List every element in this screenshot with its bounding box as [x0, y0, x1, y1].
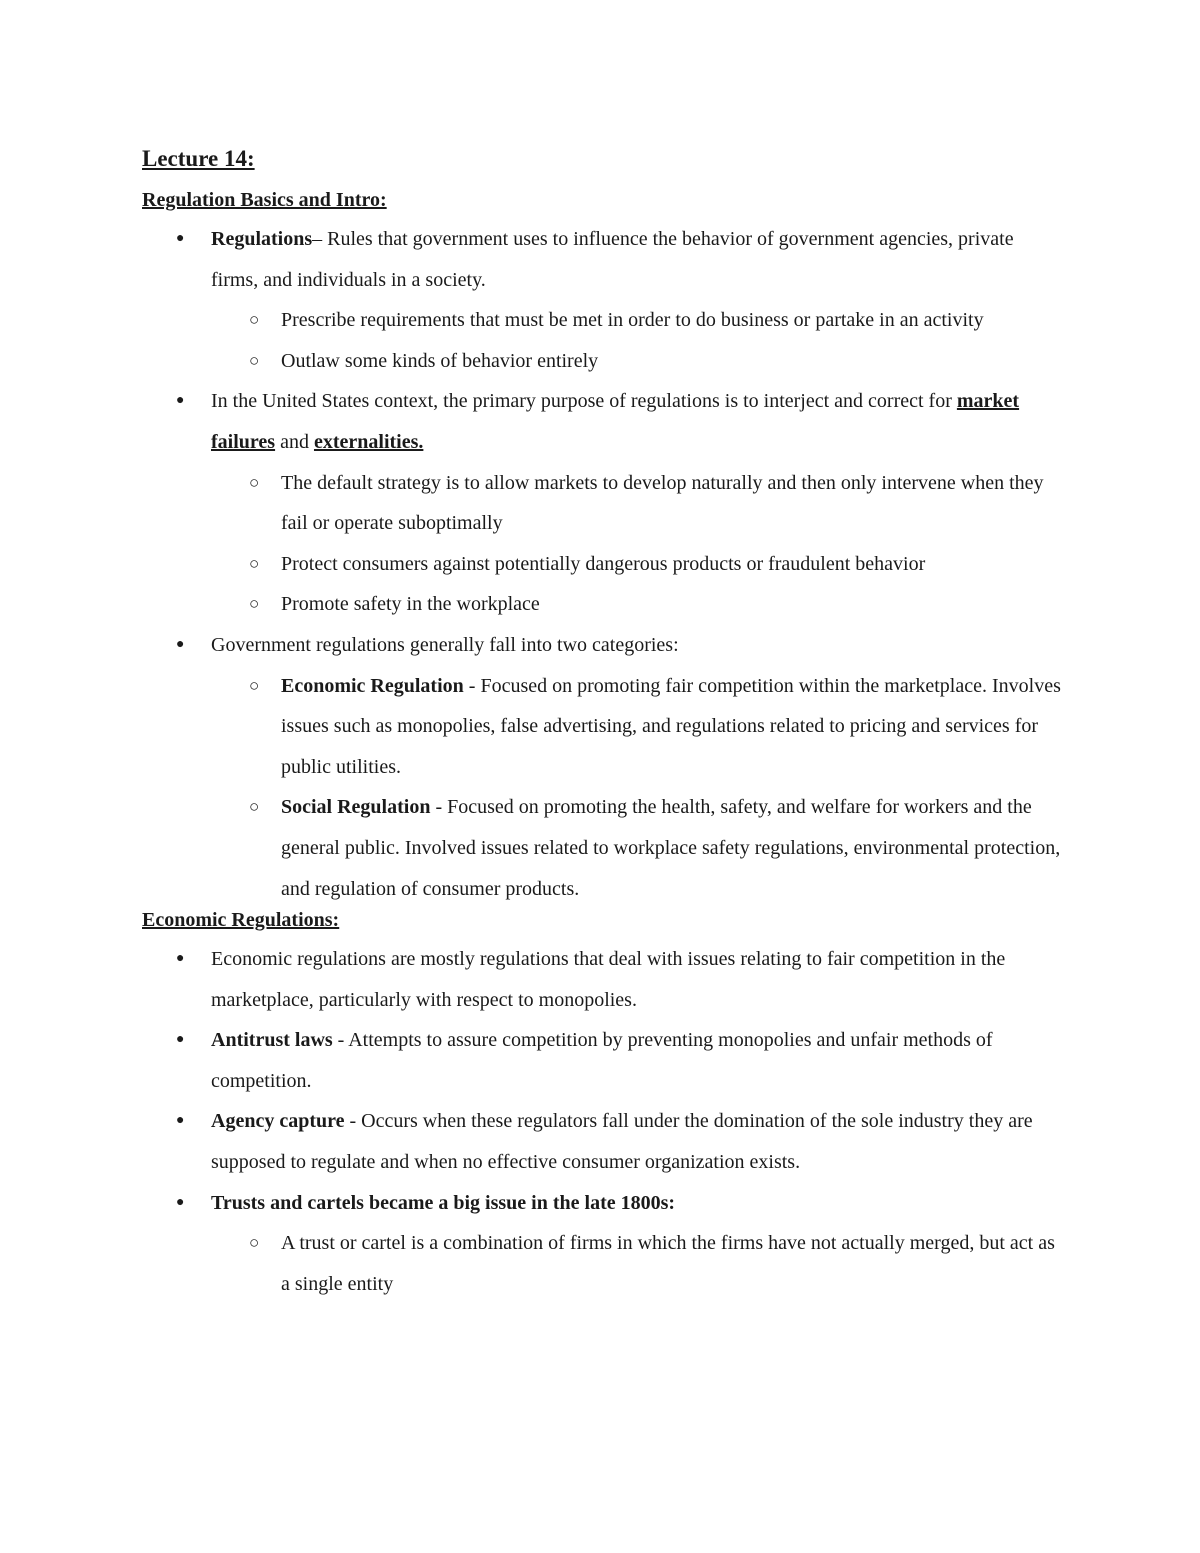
- section-heading: Economic Regulations:: [142, 909, 340, 932]
- item-text: - Focused on promoting fair competition within the marketplace. Involves issues such as monopolies, false advertising, and regulations related to pricing and services for public utilities.: [281, 674, 1061, 778]
- sub-list-item: [211, 1223, 1062, 1304]
- bullet-list: [142, 939, 1062, 1304]
- sub-list-item: [211, 341, 1062, 382]
- list-item: [142, 939, 1062, 1020]
- key-term-externalities: externalities.: [313, 430, 424, 453]
- item-text: Economic regulations are mostly regulations that deal with issues relating to fair competition in the marketplace, particularly with respect to monopolies.: [211, 948, 1006, 1011]
- list-item: [142, 1183, 1062, 1305]
- sub-list-item: [211, 463, 1062, 544]
- circle-bullet-icon: ○: [249, 472, 260, 492]
- item-text: The default strategy is to allow markets to develop naturally and then only intervene when they fail or operate suboptimally: [281, 471, 1044, 535]
- list-item: [142, 219, 1062, 381]
- circle-bullet-icon: ○: [249, 594, 260, 614]
- circle-bullet-icon: ○: [249, 553, 260, 573]
- bullet-icon: ●: [176, 1194, 185, 1210]
- item-text: - Attempts to assure competition by preventing monopolies and unfair methods of competition.: [211, 1029, 993, 1092]
- term: Economic Regulation: [281, 674, 464, 697]
- bullet-icon: ●: [176, 951, 185, 967]
- list-item: [142, 1101, 1062, 1182]
- term: Antitrust laws: [211, 1029, 333, 1052]
- item-text: Protect consumers against potentially dangerous products or fraudulent behavior: [281, 552, 926, 575]
- item-text: Outlaw some kinds of behavior entirely: [281, 349, 599, 372]
- sub-list: [142, 1223, 1062, 1304]
- section-heading: Regulation Basics and Intro:: [142, 189, 387, 211]
- circle-bullet-icon: ○: [249, 675, 260, 695]
- sub-list-item: [211, 544, 1062, 585]
- sub-list-item: [211, 666, 1062, 788]
- circle-bullet-icon: ○: [249, 1233, 260, 1253]
- bullet-list: [142, 219, 1062, 909]
- sub-list-item: [211, 787, 1062, 909]
- list-item: [142, 1020, 1062, 1101]
- sub-list: [142, 463, 1062, 625]
- sub-list: [142, 666, 1062, 910]
- bullet-icon: ●: [176, 1032, 185, 1048]
- bullet-icon: ●: [176, 231, 185, 246]
- item-text: - Occurs when these regulators fall under the domination of the sole industry they are supposed to regulate and when no effective consumer organization exists.: [211, 1110, 1033, 1174]
- item-text: and: [275, 430, 314, 453]
- list-item: [142, 381, 1062, 625]
- item-text: A trust or cartel is a combination of firms in which the firms have not actually merged, but act as a single entity: [281, 1232, 1055, 1295]
- term: Social Regulation: [281, 796, 431, 819]
- item-text: Prescribe requirements that must be met in order to do business or partake in an activity: [281, 309, 984, 332]
- item-text: Government regulations generally fall into two categories:: [211, 633, 679, 656]
- sub-list-item: [211, 584, 1062, 625]
- list-item: [142, 625, 1062, 909]
- item-text: – Rules that government uses to influence the behavior of government agencies, private firms, and individuals in a society.: [211, 228, 1014, 291]
- page-title: Lecture 14:: [142, 146, 255, 171]
- bullet-icon: ●: [176, 1113, 185, 1129]
- item-text: In the United States context, the primary purpose of regulations is to interject and correct for: [211, 390, 957, 413]
- sub-list-item: [211, 300, 1062, 341]
- document-content: [142, 143, 1062, 1304]
- item-text: - Focused on promoting the health, safety, and welfare for workers and the general public. Involved issues related to workplace safety regulations, environmental protection, and regulation of consumer products.: [281, 796, 1061, 900]
- key-term-market-failures: market failures: [211, 390, 1020, 453]
- circle-bullet-icon: ○: [249, 797, 260, 817]
- bullet-icon: ●: [176, 393, 185, 409]
- term: Trusts and cartels became a big issue in the late 1800s:: [211, 1191, 676, 1214]
- bullet-icon: ●: [176, 636, 185, 652]
- item-text: Promote safety in the workplace: [281, 593, 540, 616]
- circle-bullet-icon: ○: [249, 310, 260, 330]
- sub-list: [142, 300, 1062, 381]
- term: Regulations: [211, 228, 313, 250]
- circle-bullet-icon: ○: [249, 350, 260, 370]
- term: Agency capture: [211, 1110, 345, 1133]
